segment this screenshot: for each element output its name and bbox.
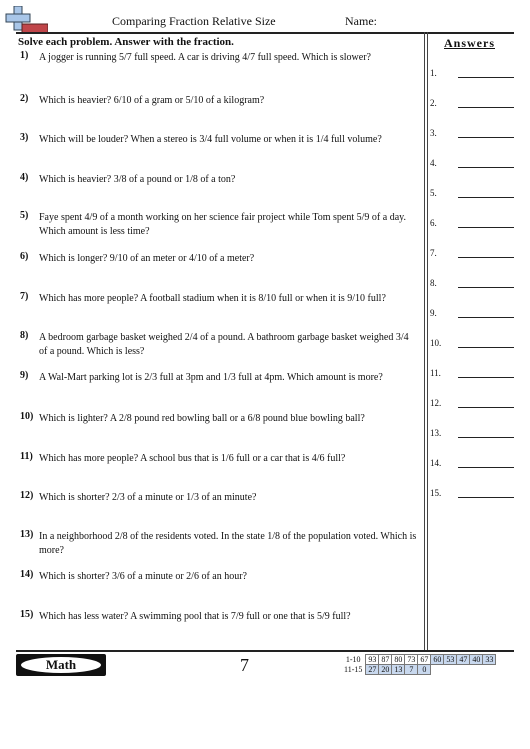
question-number: 11) — [20, 451, 33, 462]
instructions: Solve each problem. Answer with the fraction. — [18, 36, 234, 48]
answer-row — [430, 308, 520, 322]
score-cell: 60 — [431, 655, 444, 665]
answer-row — [430, 248, 520, 262]
question-text: Which is shorter? 3/6 of a minute or 2/6 of an hour? — [39, 571, 247, 582]
footer-divider — [16, 650, 514, 652]
answer-row — [430, 398, 520, 412]
answer-row — [430, 218, 520, 232]
answer-row — [430, 158, 520, 172]
score-row-label: 11-15 — [344, 665, 363, 674]
answer-number: 15. — [430, 488, 442, 498]
answer-number: 10. — [430, 338, 442, 348]
question-text: Faye spent 4/9 of a month working on her science fair project while Tom spent 5/9 of a day. Which amount is less time? — [39, 212, 406, 237]
score-table — [342, 654, 496, 675]
answer-row — [430, 368, 520, 382]
answer-number: 6. — [430, 218, 437, 228]
score-cell: 40 — [470, 655, 483, 665]
answer-blank[interactable] — [458, 497, 514, 498]
score-cell: 13 — [392, 665, 405, 675]
answer-blank[interactable] — [458, 257, 514, 258]
worksheet-title: Comparing Fraction Relative Size — [112, 14, 276, 28]
question-text: Which is heavier? 6/10 of a gram or 5/10 of a kilogram? — [39, 95, 265, 106]
question-number: 9) — [20, 370, 29, 381]
question-number: 7) — [20, 291, 29, 302]
answer-number: 2. — [430, 98, 437, 108]
score-cell: 93 — [366, 655, 379, 665]
question-number: 2) — [20, 93, 29, 104]
subject-label: Math — [45, 657, 77, 672]
question-text: Which has more people? A school bus that is 1/6 full or a car that is 4/6 full? — [39, 453, 346, 464]
question-text: A bedroom garbage basket weighed 2/4 of a pound. A bathroom garbage basket weighed 3/4 of a pound. Which is less? — [39, 332, 409, 357]
answer-blank[interactable] — [458, 137, 514, 138]
question-text: In a neighborhood 2/8 of the residents voted. In the state 1/8 of the population voted. Which is more? — [39, 531, 417, 556]
answer-blank[interactable] — [458, 227, 514, 228]
answer-row — [430, 428, 520, 442]
question-text: Which has less water? A swimming pool that is 7/9 full or one that is 5/9 full? — [39, 611, 351, 622]
answer-number: 5. — [430, 188, 437, 198]
question-number: 15) — [20, 609, 34, 620]
question-number: 1) — [20, 50, 29, 61]
score-cell: 47 — [457, 655, 470, 665]
question-number: 4) — [20, 172, 29, 183]
answer-row — [430, 338, 520, 352]
answer-row — [430, 278, 520, 292]
score-cell: 27 — [366, 665, 379, 675]
answer-blank[interactable] — [458, 167, 514, 168]
question-text: Which is shorter? 2/3 of a minute or 1/3 of an minute? — [39, 492, 257, 503]
question-text: Which is lighter? A 2/8 pound red bowling ball or a 6/8 pound blue bowling ball? — [39, 413, 365, 424]
answer-row — [430, 458, 520, 472]
question-text: Which has more people? A football stadium when it is 8/10 full or when it is 9/10 full? — [39, 293, 386, 304]
question-number: 12) — [20, 490, 34, 501]
answer-number: 8. — [430, 278, 437, 288]
score-cell: 0 — [418, 665, 431, 675]
answer-number: 4. — [430, 158, 437, 168]
answer-blank[interactable] — [458, 377, 514, 378]
header-divider — [16, 32, 514, 34]
answer-blank[interactable] — [458, 437, 514, 438]
worksheet-logo — [4, 6, 48, 34]
score-cell: 67 — [418, 655, 431, 665]
question-text: Which will be louder? When a stereo is 3/4 full volume or when it is 1/4 full volume? — [39, 134, 382, 145]
answer-row — [430, 128, 520, 142]
question-text: Which is longer? 9/10 of an meter or 4/10 of a meter? — [39, 253, 255, 264]
answer-number: 13. — [430, 428, 442, 438]
answers-heading: Answers — [444, 36, 495, 50]
score-row — [342, 665, 496, 675]
answer-number: 11. — [430, 368, 441, 378]
answer-blank[interactable] — [458, 407, 514, 408]
question-text: A jogger is running 5/7 full speed. A car is driving 4/7 full speed. Which is slower? — [39, 52, 371, 63]
column-divider — [427, 32, 428, 650]
name-label: Name: — [345, 14, 377, 28]
score-row-label: 1-10 — [345, 655, 361, 664]
column-divider — [424, 32, 425, 650]
score-row — [342, 655, 496, 665]
score-cell: 33 — [483, 655, 496, 665]
score-cell: 87 — [379, 655, 392, 665]
answer-row — [430, 488, 520, 502]
question-number: 13) — [20, 529, 34, 540]
answer-row — [430, 68, 520, 82]
score-cell: 53 — [444, 655, 457, 665]
question-number: 10) — [20, 411, 34, 422]
answer-row — [430, 188, 520, 202]
score-cell: 73 — [405, 655, 418, 665]
answer-blank[interactable] — [458, 197, 514, 198]
answer-blank[interactable] — [458, 107, 514, 108]
answer-number: 9. — [430, 308, 437, 318]
answer-number: 14. — [430, 458, 442, 468]
question-number: 8) — [20, 330, 29, 341]
page-number: 7 — [240, 655, 249, 675]
score-cell: 20 — [379, 665, 392, 675]
answer-blank[interactable] — [458, 317, 514, 318]
score-cell: 7 — [405, 665, 418, 675]
question-number: 14) — [20, 569, 34, 580]
answer-row — [430, 98, 520, 112]
question-number: 6) — [20, 251, 29, 262]
question-text: Which is heavier? 3/8 of a pound or 1/8 of a ton? — [39, 174, 236, 185]
answer-blank[interactable] — [458, 287, 514, 288]
answer-blank[interactable] — [458, 347, 514, 348]
question-number: 5) — [20, 210, 29, 221]
score-cell: 80 — [392, 655, 405, 665]
question-text: A Wal-Mart parking lot is 2/3 full at 3pm and 1/3 full at 4pm. Which amount is more? — [39, 372, 383, 383]
answer-number: 12. — [430, 398, 442, 408]
answer-number: 1. — [430, 68, 437, 78]
answer-blank[interactable] — [458, 77, 514, 78]
answer-number: 3. — [430, 128, 437, 138]
question-number: 3) — [20, 132, 29, 143]
answer-blank[interactable] — [458, 467, 514, 468]
answer-number: 7. — [430, 248, 437, 258]
